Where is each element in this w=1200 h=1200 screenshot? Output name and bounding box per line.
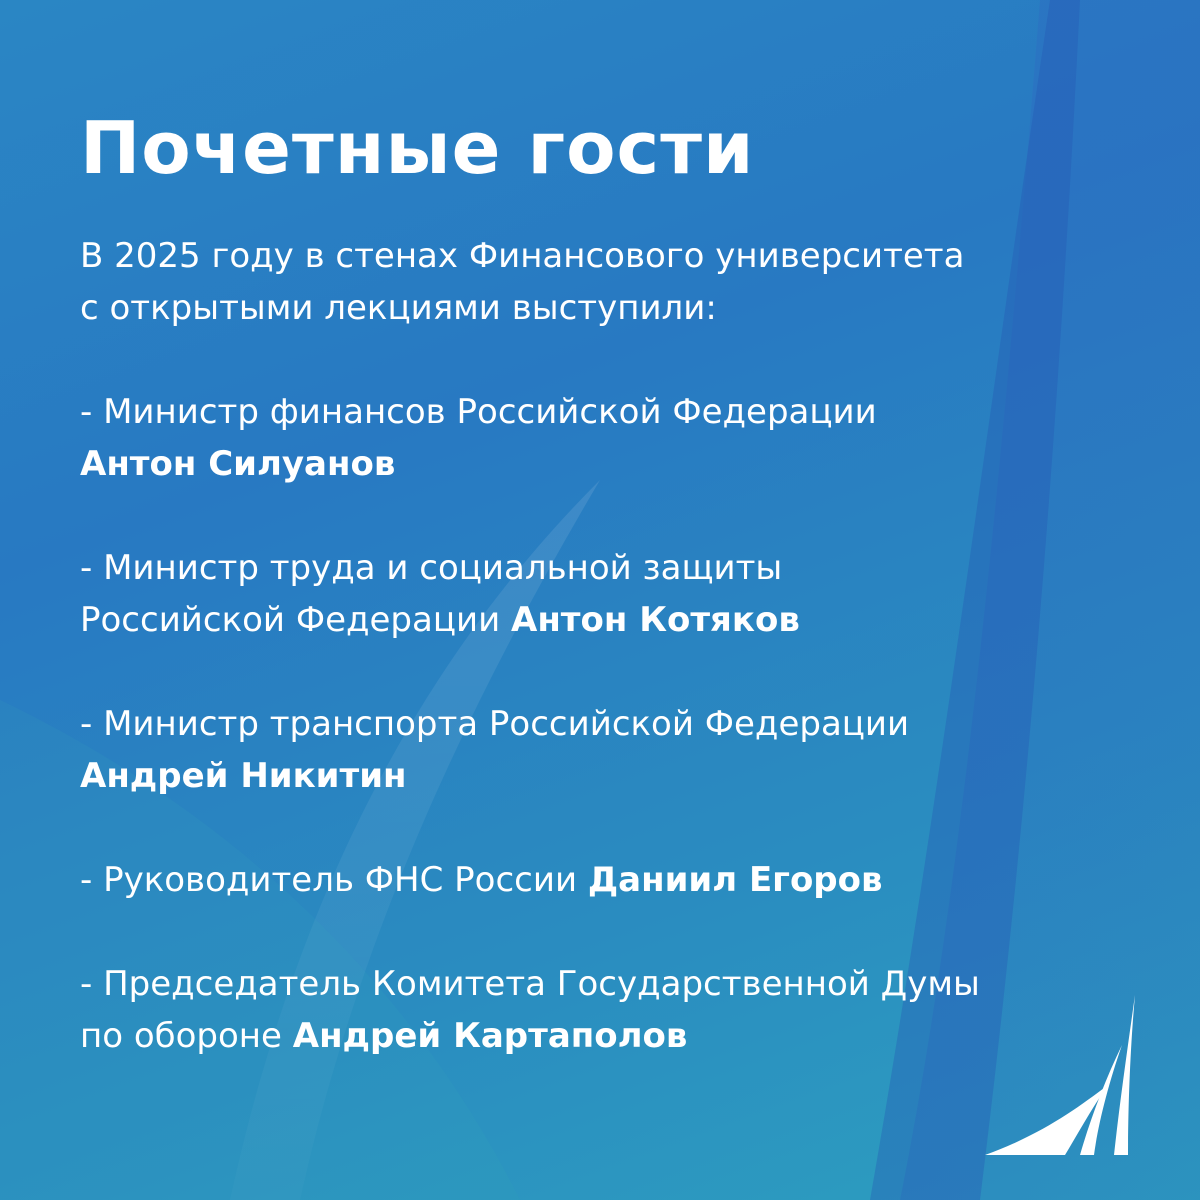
guest-position: - Руководитель ФНС России xyxy=(80,860,588,900)
sail-logo-icon xyxy=(980,990,1140,1160)
guest-position: - Министр финансов Российской Федерации xyxy=(80,392,877,432)
guest-position: - Министр транспорта Российской Федерации xyxy=(80,704,910,744)
guest-name: Андрей Никитин xyxy=(80,756,407,796)
guest-item xyxy=(80,386,1080,490)
guest-name: Даниил Егоров xyxy=(587,860,883,900)
guest-item xyxy=(80,542,1080,646)
guest-item xyxy=(80,854,1080,906)
page-title: Почетные гости xyxy=(80,106,755,190)
guest-name: Андрей Картаполов xyxy=(292,1016,688,1056)
guest-name: Антон Котяков xyxy=(511,600,800,640)
guest-name: Антон Силуанов xyxy=(80,444,396,484)
guest-position: - Министр труда и социальной защиты Российской Федерации xyxy=(80,548,783,640)
intro-text: В 2025 году в стенах Финансового университета с открытыми лекциями выступили: xyxy=(80,236,965,328)
main-content xyxy=(80,100,1080,1062)
guest-item xyxy=(80,958,1080,1062)
guest-position: - Председатель Комитета Государственной Думы по обороне xyxy=(80,964,980,1056)
guest-item xyxy=(80,698,1080,802)
